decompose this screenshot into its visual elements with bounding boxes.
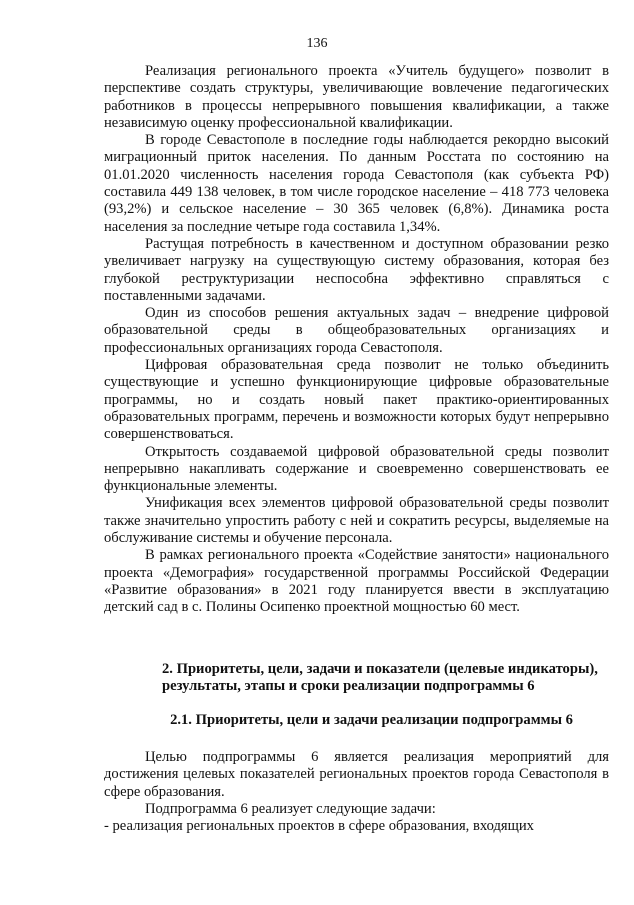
list-item-task: - реализация региональных проектов в сфере образования, входящих [104,818,534,835]
paragraph-goal: Целью подпрограммы 6 является реализация мероприятий для достижения целевых показателей региональных проектов города Севастополя в сфере образования. [104,749,609,800]
section-subheading: 2.1. Приоритеты, цели и задачи реализации подпрограммы 6 [170,711,573,728]
paragraph-population: В городе Севастополе в последние годы наблюдается рекордно высокий миграционный приток населения. По данным Росстата по состоянию на 01.01.2020 численность населения города Севастополя (как субъекта РФ) составила 449 138 человек, в том числе городское население – 418 773 человека (93,2%) и сельское население – 30 365 человек (6,8%). Динамика роста населения за последние четыре года составила 1,34%. [104,132,609,235]
paragraph-teacher-of-future: Реализация регионального проекта «Учитель будущего» позволит в перспективе создать структуры, увеличивающие вовлечение педагогических работников в процессы непрерывного повышения квалификации, а также независимую оценку профессиональной квалификации. [104,63,609,131]
paragraph-digital-environment: Один из способов решения актуальных задач – внедрение цифровой образовательной среды в общеобразовательных организациях и профессиональных организациях города Севастополя. [104,305,609,356]
paragraph-tasks-intro: Подпрограмма 6 реализует следующие задачи: [145,800,436,817]
document-body [104,63,609,835]
paragraph-demand: Растущая потребность в качественном и доступном образовании резко увеличивает нагрузку на существующую систему образования, которая без глубокой реструктуризации неспособна эффективно справляться с поставленными задачами. [104,235,609,304]
paragraph-digital-programs: Цифровая образовательная среда позволит не только объединить существующие и успешно функционирующие цифровые образовательные программы, но и создать новый пакет практико-ориентированных образовательных программ, перечень и возможности которых будут непрерывно совершенствоваться. [104,357,609,443]
page-number: 136 [306,36,328,51]
paragraph-unification: Унификация всех элементов цифровой образовательной среды позволит также значительно упростить работу с ней и сократить ресурсы, выделяемые на обслуживание системы и обучение персонала. [104,495,609,547]
paragraph-openness: Открытость создаваемой цифровой образовательной среды позволит непрерывно накапливать содержание и своевременно совершенствовать ее функциональные элементы. [104,443,609,495]
paragraph-kindergarten: В рамках регионального проекта «Содействие занятости» национального проекта «Демография» государственной программы Российской Федерации «Развитие образования» в 2021 году планируется ввести в эксплуатацию детский сад в с. Полины Осипенко проектной мощностью 60 мест. [104,547,609,616]
section-heading: 2. Приоритеты, цели, задачи и показатели (целевые индикаторы), результаты, этапы и сроки реализации подпрограммы 6 [162,660,598,694]
